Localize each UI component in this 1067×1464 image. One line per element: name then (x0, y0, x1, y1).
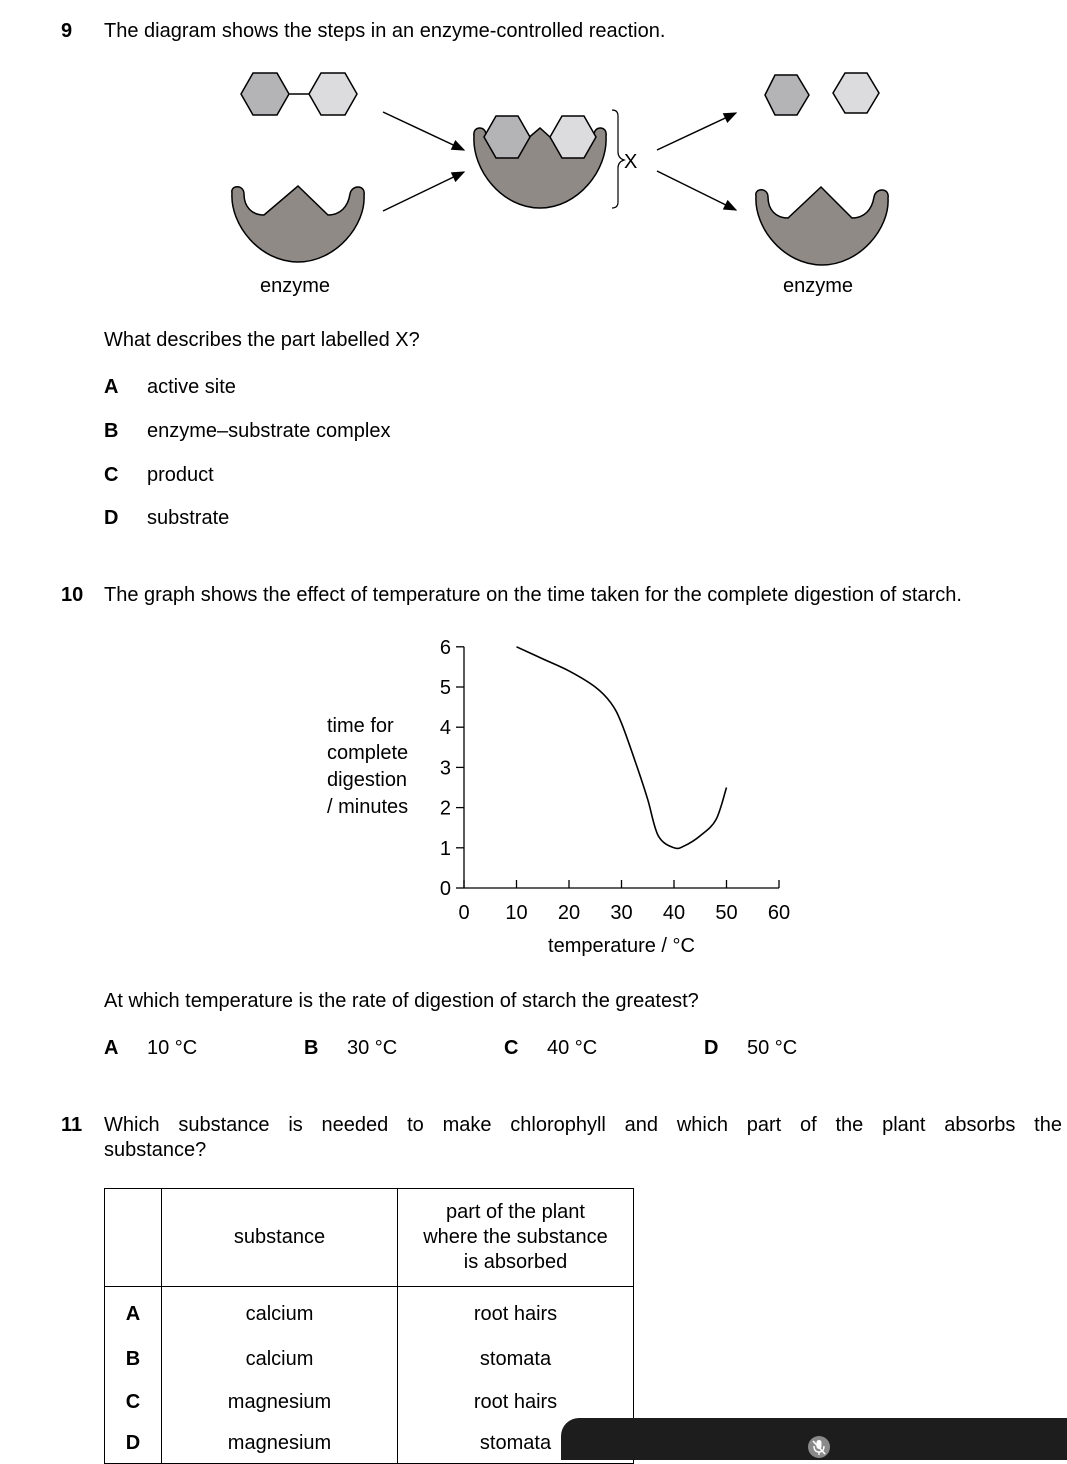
q11-answer-table (104, 1188, 634, 1464)
option-letter: D (104, 507, 119, 529)
y-tick-label: 5 (439, 677, 451, 699)
q10-stem: The graph shows the effect of temperature on the time taken for the complete digestion of starch. (104, 584, 962, 606)
q10-option-b-text: 30 °C (347, 1037, 398, 1059)
y-tick-label: 6 (439, 636, 451, 659)
x-tick-label: 10 (505, 902, 528, 924)
table-header-substance: substance (162, 1189, 398, 1287)
header-line: where the substance (423, 1226, 608, 1248)
y-tick-label: 2 (439, 797, 451, 820)
option-letter: D (704, 1037, 719, 1059)
row-letter: B (105, 1339, 162, 1381)
row-part: stomata (398, 1424, 634, 1464)
table-row[interactable] (105, 1287, 634, 1339)
q9-stem: The diagram shows the steps in an enzyme-controlled reaction. (104, 20, 666, 42)
enzyme-label-right: enzyme (783, 275, 854, 297)
q10-option-d[interactable] (704, 1036, 718, 1060)
row-part: root hairs (398, 1381, 634, 1424)
row-substance: magnesium (162, 1381, 398, 1424)
table-row[interactable] (105, 1339, 634, 1381)
option-letter: B (304, 1037, 319, 1059)
q10-option-a-text: 10 °C (147, 1037, 198, 1059)
row-letter: A (105, 1287, 162, 1339)
row-letter: C (105, 1381, 162, 1424)
row-substance: calcium (162, 1339, 398, 1381)
enzyme-label-left: enzyme (260, 275, 331, 297)
y-tick-label: 0 (439, 878, 451, 900)
q9-option-d-text: substrate (147, 507, 230, 529)
enzyme-shape-right (756, 187, 888, 265)
x-tick-label: 30 (610, 902, 633, 924)
enzyme-substrate-complex (474, 116, 606, 208)
product-molecules (765, 73, 879, 115)
table-header-cell-empty (105, 1189, 162, 1287)
option-letter: C (504, 1037, 519, 1059)
q9-option-d[interactable] (104, 506, 118, 530)
q10-option-c-text: 40 °C (547, 1037, 598, 1059)
q9-option-b-text: enzyme–substrate complex (147, 420, 391, 442)
row-substance: calcium (162, 1287, 398, 1339)
q10-option-a[interactable] (104, 1036, 118, 1060)
x-bracket (612, 110, 624, 208)
header-line: part of the plant (446, 1201, 585, 1223)
table-header-part (398, 1189, 634, 1287)
table-header-row (105, 1189, 634, 1287)
y-axis-label-line: / minutes (327, 796, 409, 818)
y-axis-label-line: complete (327, 742, 409, 764)
option-letter: B (104, 420, 119, 442)
q9-question: What describes the part labelled X? (104, 329, 420, 351)
series-line (517, 647, 727, 849)
temperature-digestion-chart (300, 625, 820, 965)
q9-option-c-text: product (147, 464, 214, 486)
y-tick-label: 1 (439, 837, 451, 860)
microphone-off-icon[interactable] (808, 1436, 830, 1458)
option-letter: A (104, 1037, 119, 1059)
x-label: X (624, 151, 638, 173)
q10-number: 10 (61, 584, 84, 606)
q10-question: At which temperature is the rate of digestion of starch the greatest? (104, 990, 699, 1012)
header-line: is absorbed (463, 1251, 568, 1273)
x-tick-label: 60 (767, 902, 791, 924)
enzyme-shape-left (232, 186, 364, 262)
table-row[interactable] (105, 1381, 634, 1424)
option-letter: C (104, 464, 119, 486)
y-axis-label-line: digestion (327, 769, 408, 791)
y-axis-label-line: time for (327, 715, 394, 737)
q9-option-c[interactable] (104, 463, 118, 487)
y-tick-label: 4 (439, 717, 451, 740)
x-tick-label: 20 (557, 902, 581, 924)
table-row[interactable] (105, 1424, 634, 1464)
q10-option-d-text: 50 °C (747, 1037, 798, 1059)
q9-option-b[interactable] (104, 419, 118, 443)
row-part: root hairs (398, 1287, 634, 1339)
x-tick-label: 40 (662, 902, 686, 924)
x-tick-label: 50 (715, 902, 738, 924)
q10-option-b[interactable] (304, 1036, 318, 1060)
row-part: stomata (398, 1339, 634, 1381)
y-tick-label: 3 (439, 757, 451, 780)
x-axis-label: temperature / °C (548, 935, 695, 957)
row-substance: magnesium (162, 1424, 398, 1464)
q11-number: 11 (61, 1114, 83, 1136)
q11-stem-line2: substance? (104, 1139, 207, 1161)
x-tick-label: 0 (458, 902, 470, 924)
substrate-molecule-left (241, 73, 357, 115)
q9-number: 9 (61, 20, 73, 42)
option-letter: A (104, 376, 119, 398)
q9-option-a[interactable] (104, 375, 118, 399)
q9-option-a-text: active site (147, 376, 236, 398)
enzyme-reaction-diagram (0, 60, 1067, 310)
row-letter: D (105, 1424, 162, 1464)
q10-option-c[interactable] (504, 1036, 518, 1060)
q11-stem-line1: Which substance is needed to make chlorophyll and which part of the plant absorbs the (104, 1114, 1062, 1136)
